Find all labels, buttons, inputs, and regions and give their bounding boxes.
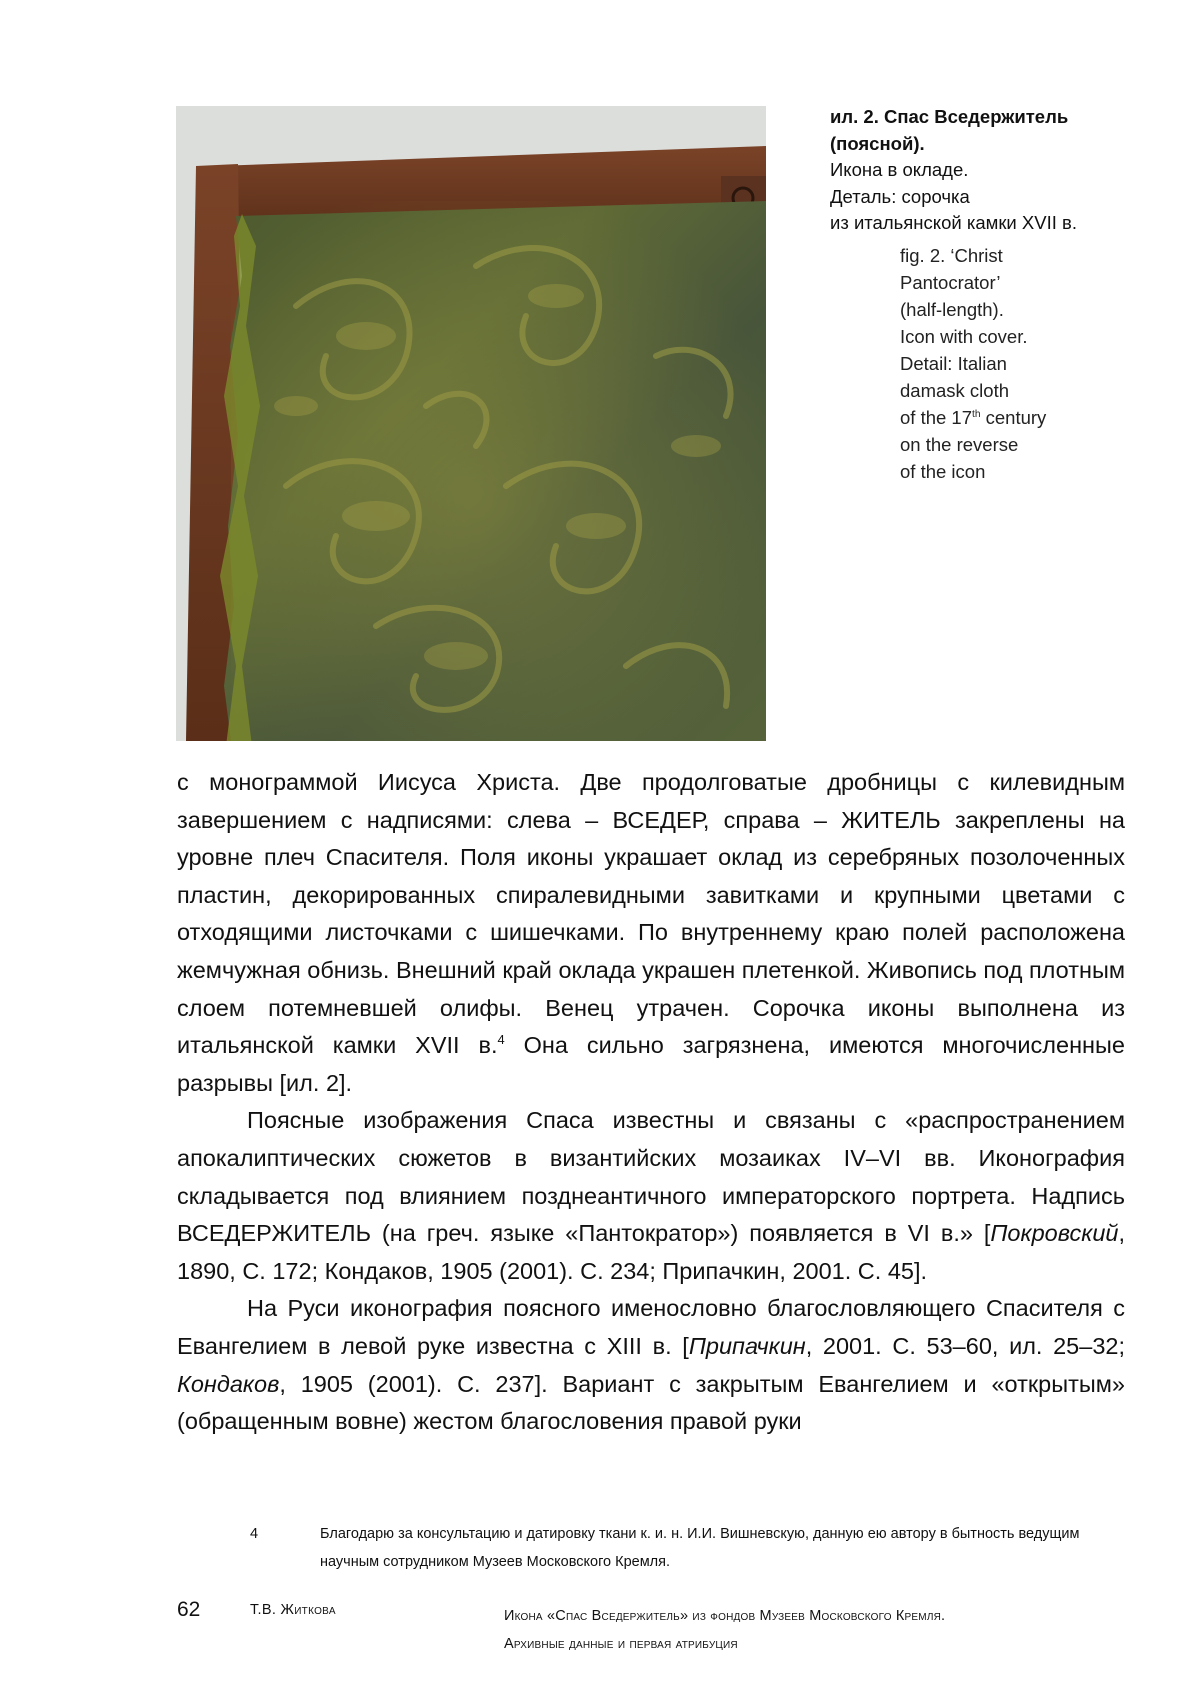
paragraph-text: , 1905 (2001). С. 237]. Вариант с закрытым Евангелием и «открытым» (обращенным вовне) жестом благословения правой руки bbox=[177, 1370, 1125, 1435]
caption-en-line: fig. 2. ‘Christ bbox=[900, 244, 1003, 266]
caption-english bbox=[900, 242, 1160, 485]
caption-subtitle: (поясной). bbox=[830, 132, 925, 154]
caption-en-line: Detail: Italian bbox=[900, 352, 1007, 374]
caption-en-line: Pantocrator’ bbox=[900, 271, 1001, 293]
caption-en-line bbox=[900, 404, 1160, 431]
caption-en-text: century bbox=[980, 406, 1047, 428]
figure-caption bbox=[830, 104, 1160, 485]
caption-en-line: on the reverse bbox=[900, 433, 1019, 455]
running-title-line: Архивные данные и первая атрибуция bbox=[504, 1636, 738, 1652]
caption-en-superscript: th bbox=[972, 408, 981, 420]
citation-author: Припачкин bbox=[688, 1332, 806, 1359]
caption-en-line: damask cloth bbox=[900, 379, 1009, 401]
footnote-text: Благодарю за консультацию и датировку ткани к. и. н. И.И. Вишневскую, данную ею автору в бытность ведущим научным сотрудником Музеев Московского Кремля. bbox=[320, 1526, 1080, 1570]
paragraph-3 bbox=[177, 1290, 1125, 1440]
paragraph-text: с монограммой Иисуса Христа. Две продолговатые дробницы с килевидным завершением с надписями: слева – ВСЕДЕР, справа – ЖИТЕЛЬ закреплены на уровне плеч Спасителя. Поля иконы украшает оклад из серебряных позолоченных пластин, декорированных спиралевидными завитками и крупными цветами с отходящими листочками с шишечками. По внутреннему краю полей расположена жемчужная обнизь. Внешний край оклада украшен плетенкой. Живопись под плотным слоем потемневшей олифы. Венец утрачен. Сорочка иконы выполнена из итальянской камки XVII в. bbox=[177, 769, 1125, 1059]
caption-russian bbox=[830, 104, 1160, 237]
paragraph-text: Она сильно загрязнена, имеются многочисленные разрывы [ил. 2]. bbox=[177, 1032, 1125, 1096]
caption-line: из итальянской камки XVII в. bbox=[830, 212, 1077, 233]
running-title bbox=[504, 1602, 1124, 1658]
caption-en-text: of the 17 bbox=[900, 406, 973, 428]
figure-photo-damask bbox=[176, 106, 766, 741]
caption-title: ил. 2. Спас Вседержитель bbox=[830, 106, 1069, 127]
caption-en-line: (half-length). bbox=[900, 298, 1004, 320]
running-author: Т.В. Житкова bbox=[250, 1602, 336, 1618]
paragraph-text: На Руси иконография поясного именословно благословляющего Спасителя с Евангелием в левой руке известна с XIII в. [ bbox=[177, 1295, 1125, 1359]
body-text bbox=[177, 764, 1125, 1441]
paragraph-text: , 1890, С. 172; Кондаков, 1905 (2001). С. 234; Припачкин, 2001. С. 45]. bbox=[177, 1220, 1125, 1284]
paragraph-text: , 2001. С. 53–60, ил. 25–32; bbox=[805, 1332, 1125, 1359]
paragraph-2 bbox=[177, 1102, 1125, 1290]
page-number: 62 bbox=[177, 1598, 201, 1621]
citation-author: Покровский bbox=[990, 1220, 1119, 1247]
paragraph-text: Поясные изображения Спаса известны и связаны с «распространением апокалиптических сюжетов в византийских мозаиках IV–VI вв. Иконография складывается под влиянием позднеантичного императорского портрета. Надпись ВСЕДЕРЖИТЕЛЬ (на греч. языке «Пантократор») появляется в VI в.» [ bbox=[177, 1107, 1125, 1247]
damask-cloth-image bbox=[176, 106, 766, 741]
caption-line: Деталь: сорочка bbox=[830, 185, 970, 207]
footnote-reference[interactable]: 4 bbox=[497, 1032, 505, 1048]
footnote bbox=[250, 1520, 1130, 1576]
page-footer bbox=[177, 1598, 1127, 1658]
paragraph-1 bbox=[177, 764, 1125, 1102]
caption-en-line: Icon with cover. bbox=[900, 325, 1028, 347]
caption-en-line: of the icon bbox=[900, 460, 986, 482]
citation-author: Кондаков bbox=[177, 1370, 280, 1397]
caption-line: Икона в окладе. bbox=[830, 159, 969, 180]
running-title-line: Икона «Спас Вседержитель» из фондов Музеев Московского Кремля. bbox=[504, 1608, 946, 1624]
footnote-number: 4 bbox=[250, 1526, 259, 1542]
